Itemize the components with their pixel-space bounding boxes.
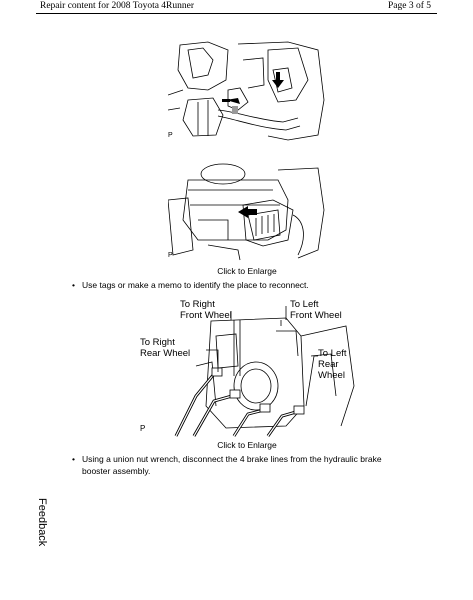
click-to-enlarge-link-1[interactable]: Click to Enlarge (217, 266, 277, 276)
document-title: Repair content for 2008 Toyota 4Runner (40, 1, 195, 11)
bullet-dot: • (72, 454, 75, 464)
figure-1-illustration[interactable] (168, 40, 326, 144)
bullet-union-wrench (72, 453, 412, 477)
callout-right-front-wheel: To Right Front Wheel (180, 299, 232, 321)
click-to-enlarge-link-2[interactable]: Click to Enlarge (217, 440, 277, 450)
feedback-tab[interactable] (34, 498, 50, 558)
callout-right-rear-wheel: To Right Rear Wheel (140, 337, 191, 359)
figure-3-p-label: P (140, 424, 146, 433)
figure-3-illustration[interactable] (136, 296, 358, 438)
figure-2-p-label: P (168, 252, 173, 259)
bullet-union-wrench-text: Using a union nut wrench, disconnect the 4 brake lines from the hydraulic brake booster assembly. (82, 454, 382, 476)
bullet-dot: • (72, 280, 75, 290)
bullet-tags (72, 279, 422, 291)
callout-left-front-wheel: To Left Front Wheel (290, 299, 342, 321)
bullet-tags-text: Use tags or make a memo to identify the place to reconnect. (82, 280, 309, 290)
figure-2-illustration[interactable] (168, 160, 326, 264)
page-header (0, 0, 473, 14)
feedback-label: Feedback (36, 498, 48, 547)
header-divider (36, 13, 437, 14)
callout-left-rear-wheel: To Left Rear Wheel (318, 348, 347, 381)
page-number: Page 3 of 5 (387, 1, 431, 11)
figure-1-p-label: P (168, 132, 173, 139)
